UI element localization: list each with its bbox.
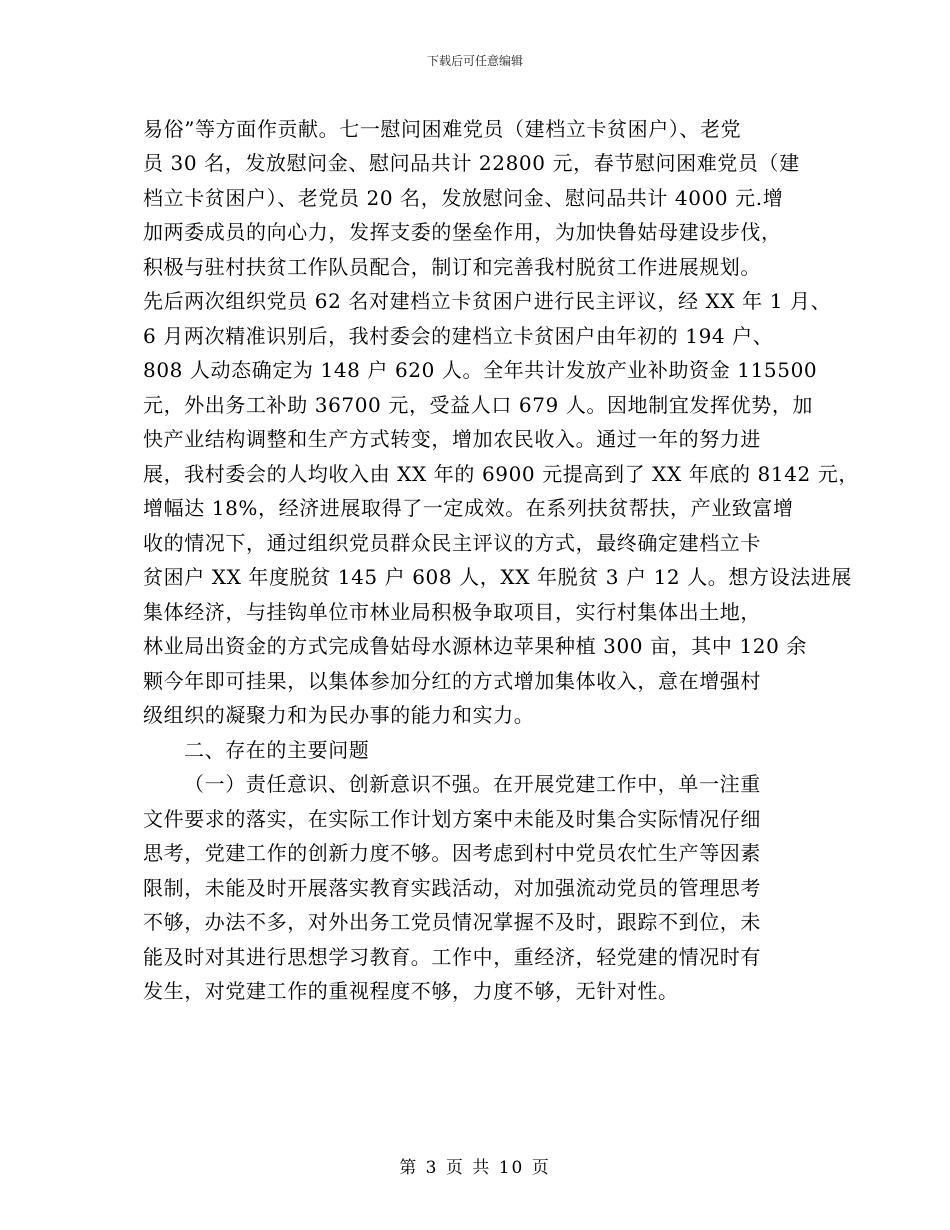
section-heading: 二、存在的主要问题 (184, 738, 370, 762)
text-line: （一）责任意识、创新意识不强。在开展党建工作中，单一注重 (184, 772, 761, 796)
text-line: 能及时对其进行思想学习教育。工作中，重经济，轻党建的情况时有 (143, 945, 761, 969)
text-line: 积极与驻村扶贫工作队员配合，制订和完善我村脱贫工作进展规划。 (143, 255, 761, 279)
text-line: 思考，党建工作的创新力度不够。因考虑到村中党员农忙生产等因素 (143, 841, 761, 865)
text-line: 文件要求的落实，在实际工作计划方案中未能及时集合实际情况仔细 (143, 807, 761, 831)
text-line: 易俗”等方面作贡献。七一慰问困难党员（建档立卡贫困户）、老党 (143, 117, 742, 141)
text-line: 员 30 名，发放慰问金、慰问品共计 22800 元，春节慰问困难党员（建 (143, 151, 800, 175)
text-line: 808 人动态确定为 148 户 620 人。全年共计发放产业补助资金 115500 (143, 358, 818, 382)
text-line: 颗今年即可挂果，以集体参加分红的方式增加集体收入，意在增强村 (143, 669, 761, 693)
text-line: 级组织的凝聚力和为民办事的能力和实力。 (143, 703, 535, 727)
text-line: 快产业结构调整和生产方式转变，增加农民收入。通过一年的努力进 (143, 427, 761, 451)
text-line: 6 月两次精准识别后，我村委会的建档立卡贫困户由年初的 194 户、 (143, 324, 774, 348)
text-line: 发生，对党建工作的重视程度不够，力度不够，无针对性。 (143, 979, 679, 1003)
page-footer: 第 3 页 共 10 页 (399, 1158, 551, 1178)
text-line: 先后两次组织党员 62 名对建档立卡贫困户进行民主评议，经 XX 年 1 月、 (143, 289, 832, 313)
text-line: 元，外出务工补助 36700 元，受益人口 679 人。因地制宜发挥优势，加 (143, 393, 814, 417)
text-line: 限制，未能及时开展落实教育实践活动，对加强流动党员的管理思考 (143, 876, 761, 900)
text-line: 加两委成员的向心力，发挥支委的堡垒作用，为加快鲁姑母建设步伐， (143, 220, 782, 244)
text-line: 林业局出资金的方式完成鲁姑母水源林边苹果种植 300 亩，其中 120 余 (143, 634, 807, 658)
text-line: 集体经济，与挂钩单位市林业局积极争取项目，实行村集体出土地， (143, 600, 761, 624)
text-line: 档立卡贫困户）、老党员 20 名，发放慰问金、慰问品共计 4000 元.增 (143, 186, 784, 210)
text-line: 不够，办法不多，对外出务工党员情况掌握不及时，跟踪不到位，未 (143, 910, 761, 934)
text-line: 展，我村委会的人均收入由 XX 年的 6900 元提高到了 XX 年底的 8142 元， (143, 462, 860, 486)
text-line: 贫困户 XX 年度脱贫 145 户 608 人，XX 年脱贫 3 户 12 人。想方设法进展 (143, 565, 853, 589)
page-header: 下载后可任意编辑 (426, 54, 523, 68)
text-line: 增幅达 18%，经济进展取得了一定成效。在系列扶贫帮扶，产业致富增 (143, 496, 794, 520)
text-line: 收的情况下，通过组织党员群众民主评议的方式，最终确定建档立卡 (143, 531, 761, 555)
